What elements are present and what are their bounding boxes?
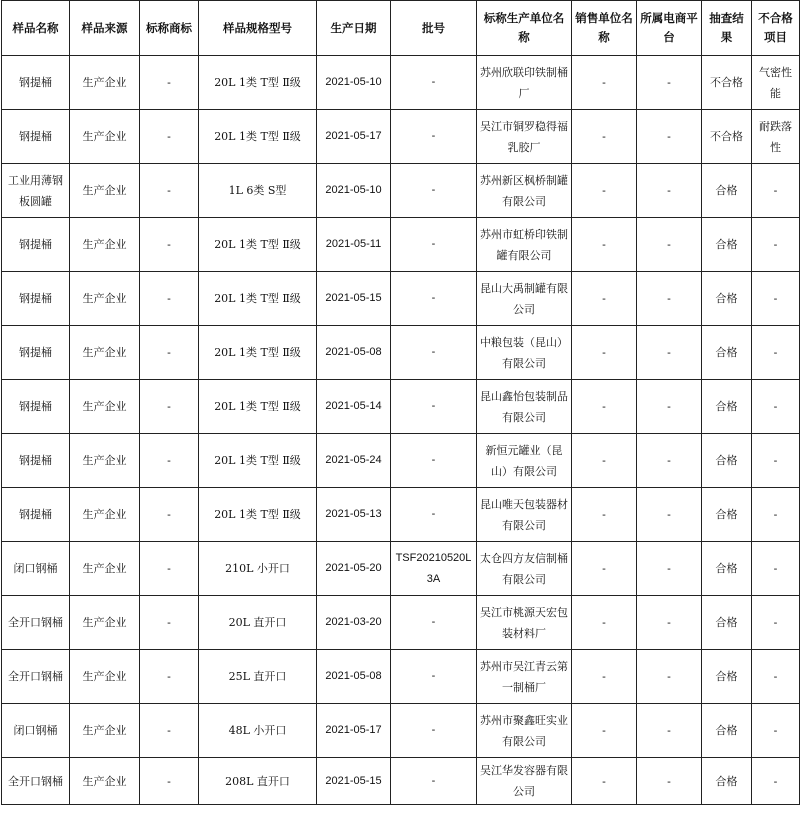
cell-spec-model: 20L 1类 T型 Ⅱ级 <box>199 488 317 542</box>
cell-production-date: 2021-05-24 <box>317 434 391 488</box>
cell-production-date: 2021-05-15 <box>317 758 391 805</box>
cell-failed-items: - <box>752 542 800 596</box>
table-row <box>2 218 800 272</box>
cell-production-date: 2021-03-20 <box>317 596 391 650</box>
cell-seller: - <box>572 542 637 596</box>
cell-sample-name: 工业用薄钢板圆罐 <box>2 164 70 218</box>
header-production-date: 生产日期 <box>317 1 391 56</box>
cell-sample-name: 钢提桶 <box>2 56 70 110</box>
header-manufacturer: 标称生产单位名称 <box>477 1 572 56</box>
cell-inspection-result: 合格 <box>702 272 752 326</box>
cell-ecommerce-platform: - <box>637 218 702 272</box>
cell-sample-name: 钢提桶 <box>2 218 70 272</box>
cell-sample-source: 生产企业 <box>70 704 140 758</box>
cell-spec-model: 208L 直开口 <box>199 758 317 805</box>
cell-seller: - <box>572 218 637 272</box>
cell-seller: - <box>572 650 637 704</box>
cell-spec-model: 1L 6类 S型 <box>199 164 317 218</box>
header-sample-name: 样品名称 <box>2 1 70 56</box>
cell-failed-items: - <box>752 650 800 704</box>
cell-ecommerce-platform: - <box>637 704 702 758</box>
cell-manufacturer: 太仓四方友信制桶有限公司 <box>477 542 572 596</box>
table-body <box>2 56 800 805</box>
cell-production-date: 2021-05-15 <box>317 272 391 326</box>
cell-manufacturer: 吴江市桃源天宏包装材料厂 <box>477 596 572 650</box>
cell-ecommerce-platform: - <box>637 434 702 488</box>
table-row <box>2 596 800 650</box>
cell-production-date: 2021-05-10 <box>317 56 391 110</box>
cell-sample-source: 生产企业 <box>70 272 140 326</box>
cell-spec-model: 20L 1类 T型 Ⅱ级 <box>199 380 317 434</box>
cell-spec-model: 20L 1类 T型 Ⅱ级 <box>199 56 317 110</box>
cell-manufacturer: 新恒元罐业（昆山）有限公司 <box>477 434 572 488</box>
cell-inspection-result: 不合格 <box>702 56 752 110</box>
cell-production-date: 2021-05-08 <box>317 650 391 704</box>
cell-sample-name: 全开口钢桶 <box>2 650 70 704</box>
table-header-row <box>2 1 800 56</box>
cell-spec-model: 25L 直开口 <box>199 650 317 704</box>
cell-trademark: - <box>140 596 199 650</box>
cell-trademark: - <box>140 110 199 164</box>
cell-manufacturer: 昆山大禹制罐有限公司 <box>477 272 572 326</box>
cell-sample-name: 闭口钢桶 <box>2 704 70 758</box>
cell-batch-number: - <box>391 110 477 164</box>
table-row <box>2 704 800 758</box>
cell-failed-items: - <box>752 326 800 380</box>
cell-spec-model: 20L 1类 T型 Ⅱ级 <box>199 218 317 272</box>
cell-ecommerce-platform: - <box>637 164 702 218</box>
cell-trademark: - <box>140 488 199 542</box>
table-row <box>2 488 800 542</box>
cell-inspection-result: 不合格 <box>702 110 752 164</box>
table-row <box>2 110 800 164</box>
cell-trademark: - <box>140 542 199 596</box>
cell-batch-number: - <box>391 596 477 650</box>
cell-trademark: - <box>140 164 199 218</box>
cell-batch-number: - <box>391 704 477 758</box>
cell-inspection-result: 合格 <box>702 596 752 650</box>
cell-failed-items: - <box>752 380 800 434</box>
cell-sample-source: 生产企业 <box>70 326 140 380</box>
cell-trademark: - <box>140 650 199 704</box>
table-row <box>2 326 800 380</box>
cell-manufacturer: 吴江华发容器有限公司 <box>477 758 572 805</box>
cell-failed-items: - <box>752 434 800 488</box>
cell-seller: - <box>572 434 637 488</box>
cell-production-date: 2021-05-10 <box>317 164 391 218</box>
header-ecommerce-platform: 所属电商平台 <box>637 1 702 56</box>
cell-inspection-result: 合格 <box>702 650 752 704</box>
cell-batch-number: - <box>391 272 477 326</box>
cell-inspection-result: 合格 <box>702 488 752 542</box>
cell-sample-source: 生产企业 <box>70 380 140 434</box>
cell-failed-items: - <box>752 218 800 272</box>
cell-ecommerce-platform: - <box>637 542 702 596</box>
cell-sample-source: 生产企业 <box>70 596 140 650</box>
cell-sample-source: 生产企业 <box>70 434 140 488</box>
cell-trademark: - <box>140 326 199 380</box>
cell-manufacturer: 苏州欣联印铁制桶厂 <box>477 56 572 110</box>
header-sample-source: 样品来源 <box>70 1 140 56</box>
cell-manufacturer: 中粮包装（昆山）有限公司 <box>477 326 572 380</box>
cell-sample-name: 钢提桶 <box>2 326 70 380</box>
cell-batch-number: - <box>391 326 477 380</box>
cell-batch-number: - <box>391 434 477 488</box>
cell-sample-name: 全开口钢桶 <box>2 596 70 650</box>
cell-ecommerce-platform: - <box>637 272 702 326</box>
cell-seller: - <box>572 326 637 380</box>
cell-sample-source: 生产企业 <box>70 542 140 596</box>
cell-ecommerce-platform: - <box>637 326 702 380</box>
cell-inspection-result: 合格 <box>702 380 752 434</box>
cell-trademark: - <box>140 380 199 434</box>
cell-failed-items: 耐跌落性 <box>752 110 800 164</box>
cell-trademark: - <box>140 758 199 805</box>
cell-seller: - <box>572 56 637 110</box>
cell-seller: - <box>572 164 637 218</box>
cell-inspection-result: 合格 <box>702 218 752 272</box>
cell-sample-source: 生产企业 <box>70 650 140 704</box>
cell-batch-number: - <box>391 380 477 434</box>
cell-spec-model: 48L 小开口 <box>199 704 317 758</box>
cell-trademark: - <box>140 218 199 272</box>
cell-sample-source: 生产企业 <box>70 164 140 218</box>
cell-ecommerce-platform: - <box>637 758 702 805</box>
cell-spec-model: 20L 1类 T型 Ⅱ级 <box>199 272 317 326</box>
cell-seller: - <box>572 596 637 650</box>
cell-ecommerce-platform: - <box>637 596 702 650</box>
cell-inspection-result: 合格 <box>702 164 752 218</box>
cell-spec-model: 20L 1类 T型 Ⅱ级 <box>199 434 317 488</box>
cell-spec-model: 210L 小开口 <box>199 542 317 596</box>
table-row <box>2 758 800 805</box>
cell-trademark: - <box>140 434 199 488</box>
inspection-results-table <box>1 0 800 805</box>
cell-batch-number: - <box>391 164 477 218</box>
table-row <box>2 542 800 596</box>
cell-production-date: 2021-05-17 <box>317 110 391 164</box>
header-seller: 销售单位名称 <box>572 1 637 56</box>
table-row <box>2 164 800 218</box>
table-row <box>2 56 800 110</box>
cell-spec-model: 20L 直开口 <box>199 596 317 650</box>
cell-manufacturer: 苏州市聚鑫旺实业有限公司 <box>477 704 572 758</box>
cell-inspection-result: 合格 <box>702 326 752 380</box>
cell-seller: - <box>572 704 637 758</box>
cell-inspection-result: 合格 <box>702 758 752 805</box>
cell-sample-source: 生产企业 <box>70 218 140 272</box>
header-batch-number: 批号 <box>391 1 477 56</box>
cell-sample-source: 生产企业 <box>70 488 140 542</box>
cell-manufacturer: 苏州市吴江青云第一制桶厂 <box>477 650 572 704</box>
cell-sample-name: 钢提桶 <box>2 380 70 434</box>
cell-inspection-result: 合格 <box>702 704 752 758</box>
cell-sample-source: 生产企业 <box>70 758 140 805</box>
header-failed-items: 不合格项目 <box>752 1 800 56</box>
cell-batch-number: - <box>391 758 477 805</box>
cell-failed-items: - <box>752 488 800 542</box>
cell-failed-items: - <box>752 164 800 218</box>
cell-seller: - <box>572 380 637 434</box>
cell-manufacturer: 吴江市铜罗稳得福乳胶厂 <box>477 110 572 164</box>
cell-batch-number: - <box>391 218 477 272</box>
cell-failed-items: - <box>752 758 800 805</box>
cell-sample-source: 生产企业 <box>70 110 140 164</box>
cell-trademark: - <box>140 272 199 326</box>
table-row <box>2 434 800 488</box>
cell-manufacturer: 苏州新区枫桥制罐有限公司 <box>477 164 572 218</box>
cell-production-date: 2021-05-11 <box>317 218 391 272</box>
cell-production-date: 2021-05-17 <box>317 704 391 758</box>
cell-inspection-result: 合格 <box>702 434 752 488</box>
cell-failed-items: 气密性能 <box>752 56 800 110</box>
cell-ecommerce-platform: - <box>637 650 702 704</box>
cell-manufacturer: 昆山唯天包装器材有限公司 <box>477 488 572 542</box>
cell-ecommerce-platform: - <box>637 380 702 434</box>
cell-batch-number: TSF20210520L3A <box>391 542 477 596</box>
cell-sample-name: 闭口钢桶 <box>2 542 70 596</box>
cell-failed-items: - <box>752 272 800 326</box>
cell-manufacturer: 昆山鑫怡包装制品有限公司 <box>477 380 572 434</box>
cell-sample-name: 钢提桶 <box>2 272 70 326</box>
cell-batch-number: - <box>391 56 477 110</box>
cell-sample-name: 全开口钢桶 <box>2 758 70 805</box>
cell-batch-number: - <box>391 488 477 542</box>
cell-inspection-result: 合格 <box>702 542 752 596</box>
header-trademark: 标称商标 <box>140 1 199 56</box>
header-inspection-result: 抽查结果 <box>702 1 752 56</box>
cell-trademark: - <box>140 704 199 758</box>
cell-failed-items: - <box>752 596 800 650</box>
table-row <box>2 272 800 326</box>
cell-sample-name: 钢提桶 <box>2 488 70 542</box>
cell-production-date: 2021-05-14 <box>317 380 391 434</box>
cell-seller: - <box>572 110 637 164</box>
header-spec-model: 样品规格型号 <box>199 1 317 56</box>
table-row <box>2 650 800 704</box>
cell-sample-source: 生产企业 <box>70 56 140 110</box>
cell-failed-items: - <box>752 704 800 758</box>
cell-ecommerce-platform: - <box>637 56 702 110</box>
cell-trademark: - <box>140 56 199 110</box>
cell-spec-model: 20L 1类 T型 Ⅱ级 <box>199 110 317 164</box>
cell-production-date: 2021-05-08 <box>317 326 391 380</box>
cell-seller: - <box>572 488 637 542</box>
cell-batch-number: - <box>391 650 477 704</box>
cell-manufacturer: 苏州市虹桥印铁制罐有限公司 <box>477 218 572 272</box>
cell-seller: - <box>572 272 637 326</box>
cell-production-date: 2021-05-20 <box>317 542 391 596</box>
cell-sample-name: 钢提桶 <box>2 434 70 488</box>
cell-spec-model: 20L 1类 T型 Ⅱ级 <box>199 326 317 380</box>
cell-production-date: 2021-05-13 <box>317 488 391 542</box>
table-row <box>2 380 800 434</box>
cell-ecommerce-platform: - <box>637 110 702 164</box>
cell-seller: - <box>572 758 637 805</box>
cell-ecommerce-platform: - <box>637 488 702 542</box>
cell-sample-name: 钢提桶 <box>2 110 70 164</box>
